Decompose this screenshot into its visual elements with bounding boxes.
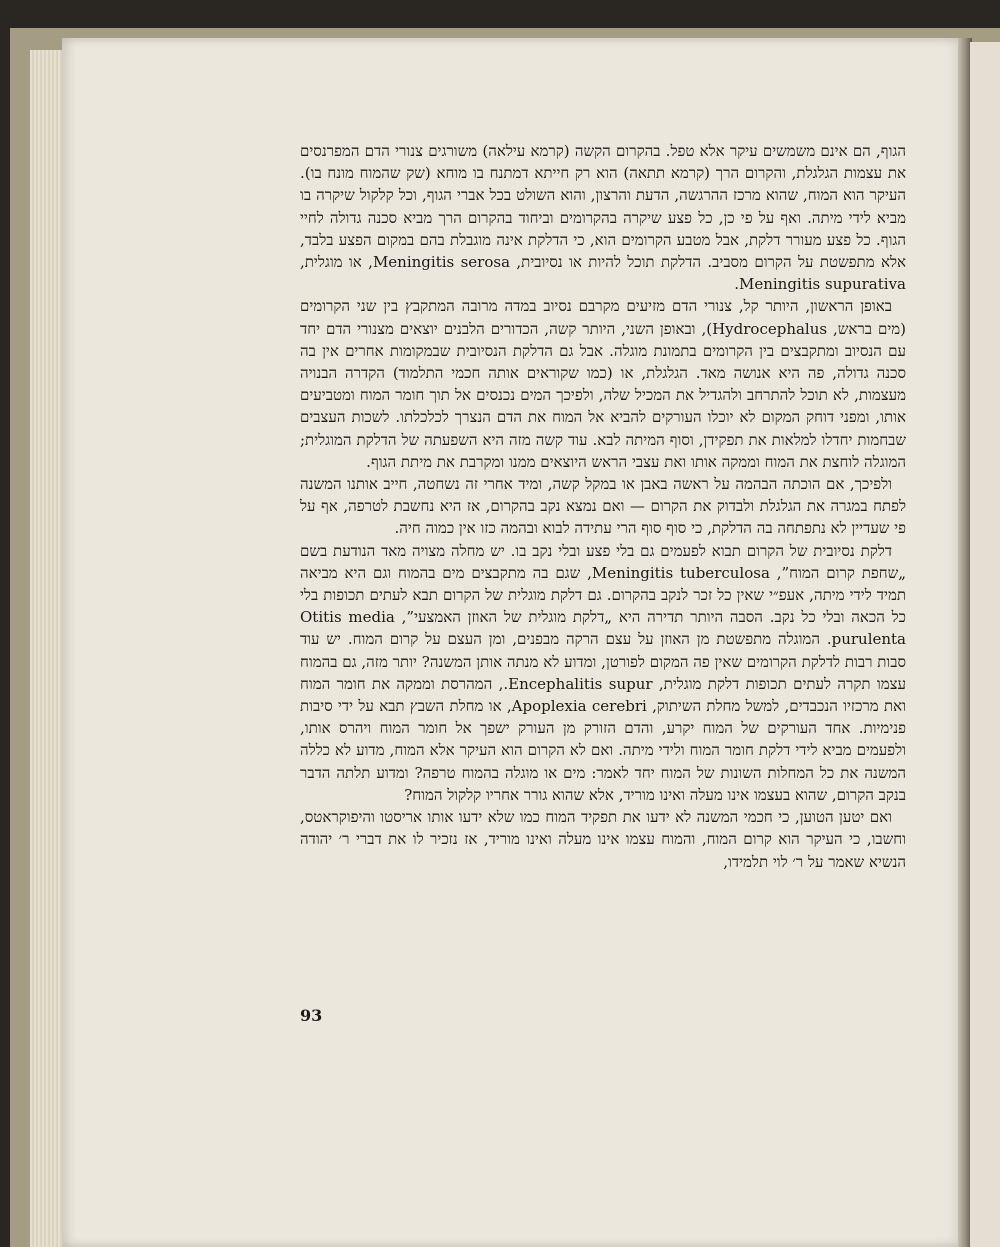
page-text <box>300 140 906 873</box>
paragraph: ואם יטען הטוען, כי חכמי המשנה לא ידעו את תפקיד המוח כמו שלא ידעו אותו אריסטו והיפוקראטס, וחשבו, כי העיקר הוא קרום המוח, והמוח עצמו אינו מעלה ואינו מוריד, אז נזכיר לו את דברי ר׳ יהודה הנשיא שאמר על ר׳ לוי תלמידו, <box>300 808 906 871</box>
paragraph: דלקת נסיובית של הקרום תבוא לפעמים גם בלי פצע ובלי נקב בו. יש מחלה מצויה מאד הנודעת בשם „שחפת קרום המוח”, Meningitis tuberculosa, שגם בה מתקבצים מים בהמוח וגם היא מביאה תמיד לידי מיתה, אעפ״י שאין כל זכר לנקב בהקרום. גם דלקת מוגלית של הקרום תבא לעתים תכופות בלי כל הכאה ובלי כל נקב. הסבה היותר תדירה היא „דלקת מוגלית של האוזן האמצעי”, Otitis media purulenta. המוגלה מתפשטת מן האוזן על עצם הרקה מבפנים, ומן העצם על קרום המוח. יש עוד סבות רבות לדלקת הקרומים שאין פה המקום לפורטן, ומדוע לא מנתה אותן המשנה? יותר מזה, גם בהמוח עצמו תקרה לעתים תכופות דלקת מוגלית, Encephalitis supur., המהרסת וממקה את חומר המוח ואת מרכזיו הנכבדים, למשל מחלת השיתוק, Apoplexia cerebri, או מחלת השבץ תבא על ידי סיבות פנימיות. אחד העורקים של המוח יקרע, והדם הזורק מן העורק ישפך אל חומר המוח ויהרס אותו, ולפעמים מביא לידי דלקת חומר המוח ולידי מיתה. ואם לא הקרום הוא העיקר אלא המוח, מדוע לא כללה המשנה את כל המחלות השונות של המוח יחד לאמר: מים או מוגלה בהמוח טרפה? ומדוע תלתה הדבר בנקב הקרום, שהוא בעצמו אינו מעלה ואינו מוריד, אלא שהוא גורר אחריו קלקול המוח? <box>300 541 907 804</box>
page-number: 93 <box>300 1006 323 1025</box>
paragraph: באופן הראשון, היותר קל, צנורי הדם מזיעים מקרבם נסיוב במדה מרובה המתקבץ בין שני הקרומים (מים בראש, Hydrocephalus), ובאופן השני, היותר קשה, הכדורים הלבנים יוצאים מצנורי הדם יחד עם הנסיוב ומתקבצים בין הקרומים בתמונת מוגלה. אבל גם הדלקת הנסיובית שבמקומות אחרים אין בה סכנה גדולה, פה היא אנושה מאד. הגלגלת, או (כמו שקוראים אותה חכמי התלמוד) הקדרה הבנויה מעצמות, לא תוכל להתרחב ולהגדיל את המכיל שלה, ולפיכך המים נכנסים אל תוך חומר המוח ומטביעים אותו, ומפני דוחק המקום לא יוכלו העורקים להביא אל המוח את הדם הנצרך לכלכלתו. לשכות העצבים שבחמות יחדלו למלאות את תפקידן, וסוף המיתה לבא. עוד קשה מזה היא השפעתה של הדלקת המוגלית; המוגלה לוחצת את המוח וממקה אותו ואת עצבי הראש היוצאים ממנו ומקרבת את מיתת הגוף. <box>300 297 907 471</box>
facing-page-edge <box>970 42 1000 1247</box>
paragraph: הגוף, הם אינם משמשים עיקר אלא טפל. בהקרום הקשה (קרמא עילאה) משורגים צנורי הדם המפרנסים את עצמות הגלגלת, והקרום הרך (קרמא תתאה) הוא רק חייתא דמתנח בו מוחא (שק שהמוח מונח בו). העיקר הוא המוח, שהוא מרכז ההרגשה, הדעת והרצון, והוא השולט בכל אברי הגוף, וכל קלקול שיקרה בו מביא לידי מיתה. ואף על פי כן, כל פצע שיקרה בהקרומים וביחוד בהקרום הרך מביא סכנה גדולה לחיי הגוף. כל פצע מעורר דלקת, אבל מטבע הקרומים הוא, כי הדלקת אינה מוגבלת בהם במקום הפצע בלבד, אלא מתפשטת על הקרום מסביב. הדלקת תוכל להיות או נסיובית, Meningitis serosa, או מוגלית, Meningitis supurativa. <box>300 142 906 294</box>
paragraph: ולפיכך, אם הוכתה הבהמה על ראשה באבן או במקל קשה, ומיד אחרי זה נשחטה, חייב אותנו המשנה לפתח במגרה את הגלגלת ולבדוק את הקרום — ואם נמצא נקב בהקרום, אז היא נחשבת לטרפה, אף על פי שעדיין לא נתפתחה בה הדלקת, כי סוף סוף הרי עתידה לבוא ובהמה כזו אין כמוה חיה. <box>300 475 906 538</box>
